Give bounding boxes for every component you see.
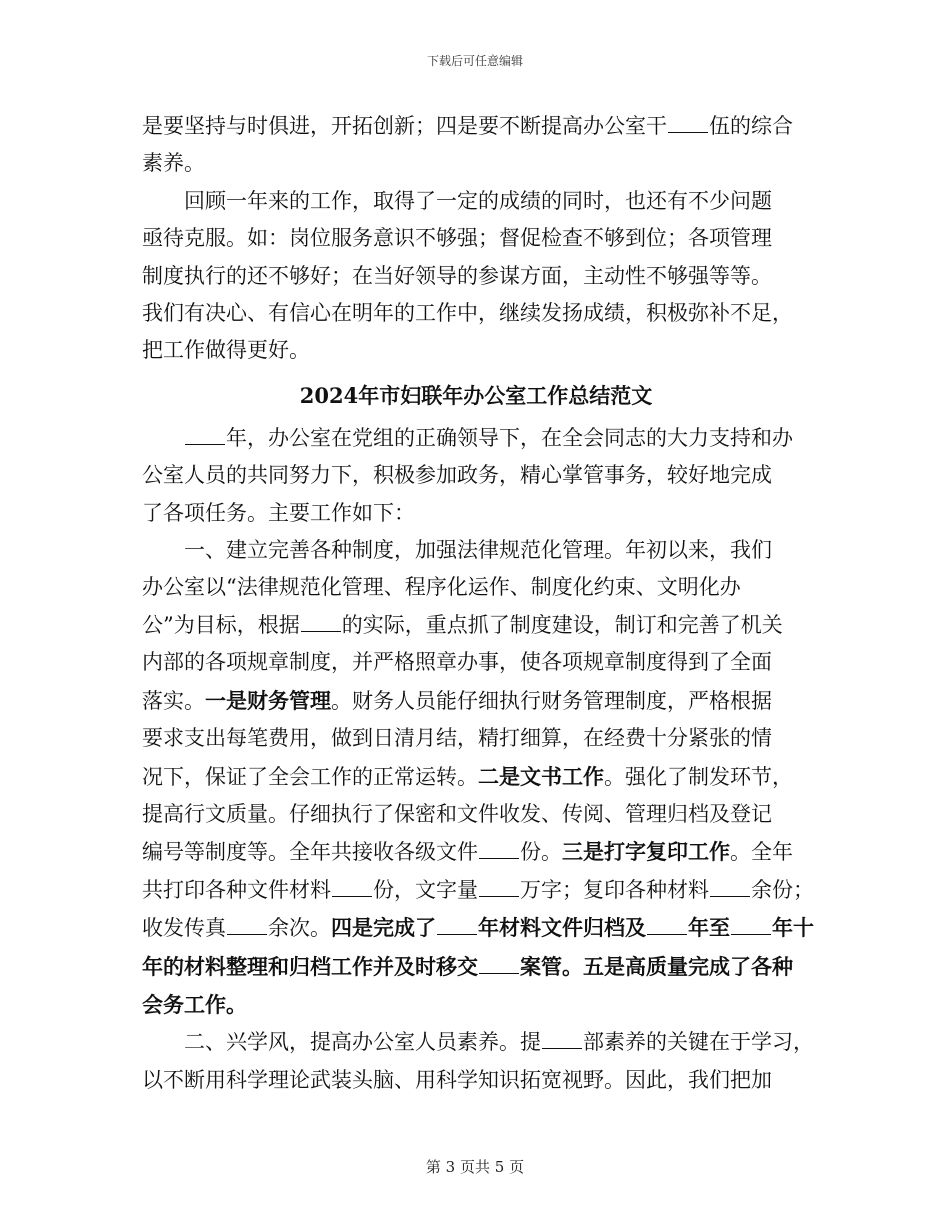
text-line: 内部的各项规章制度，并严格照章办事，使各项规章制度得到了全面 <box>142 650 772 675</box>
text-line: 况下，保证了全会工作的正常运转。二是文书工作。强化了制发环节， <box>142 763 793 789</box>
text-line: 编号等制度等。全年共接收各级文件 份。三是打字复印工作。全年 <box>142 839 793 865</box>
text-line: 共打印各种文件材料 份，文字量 万字；复印各种材料 余份； <box>142 877 814 902</box>
paragraph <box>142 420 810 532</box>
text-line: 要求支出每笔费用，做到日清月结，精打细算，在经费十分紧张的情 <box>142 726 772 751</box>
fill-in-blank <box>479 972 519 974</box>
text-line: 回顾一年来的工作，取得了一定的成绩的同时，也还有不少问题 <box>184 188 772 213</box>
page-footer: 第 3 页共 5 页 <box>425 1158 525 1176</box>
fill-in-blank <box>479 895 519 897</box>
bold-text: 案管。五是高质量完成了各种 <box>520 953 793 979</box>
text-line: 落实。一是财务管理。财务人员能仔细执行财务管理制度，严格根据 <box>142 687 772 713</box>
text-line: 是要坚持与时俱进，开拓创新；四是要不断提高办公室干 伍的综合 <box>142 114 793 138</box>
bold-text: 年材料文件归档及 <box>478 915 646 941</box>
paragraph <box>142 1024 814 1099</box>
text-line: 制度执行的还不够好；在当好领导的参谋方面，主动性不够强等等。 <box>142 263 772 288</box>
text-line <box>142 948 810 986</box>
bold-text: 二是文书工作 <box>478 763 604 789</box>
paragraph <box>142 532 814 1024</box>
text-line: 公室人员的共同努力下，积极参加政务，精心掌管事务，较好地完成 <box>142 463 772 488</box>
text-line: 以不断用科学理论武装头脑、用科学知识拓宽视野。因此，我们把加 <box>142 1067 772 1092</box>
fill-in-blank <box>710 895 750 897</box>
text-line: 了各项任务。主要工作如下： <box>142 500 415 525</box>
text-line: 收发传真 余次。四是完成了 年材料文件归档及 年至 年十 <box>142 915 814 941</box>
text-line: 提高行文质量。仔细执行了保密和文件收发、传阅、管理归档及登记 <box>142 801 772 826</box>
fill-in-blank <box>542 1047 582 1049</box>
document-title: 2024年市妇联年办公室工作总结范文 <box>299 382 653 408</box>
text-line: 二、兴学风，提高办公室人员素养。提 部素养的关键在于学习， <box>184 1030 814 1055</box>
text-line: 我们有决心、有信心在明年的工作中，继续发扬成绩，积极弥补不足， <box>142 301 793 326</box>
bold-text: 会务工作。 <box>142 991 247 1017</box>
text-line: 亟待克服。如：岗位服务意识不够强；督促检查不够到位；各项管理 <box>142 226 772 251</box>
fill-in-blank <box>647 933 687 935</box>
paragraph <box>142 183 810 370</box>
paragraph <box>142 108 810 183</box>
bold-text: 四是完成了 <box>331 915 436 941</box>
document-body <box>142 108 814 1099</box>
bold-text: 年十 <box>772 915 814 941</box>
text-line: 把工作做得更好。 <box>142 338 310 363</box>
text-line: 年，办公室在党组的正确领导下，在全会同志的大力支持和办 <box>142 420 810 457</box>
fill-in-blank <box>668 131 708 133</box>
fill-in-blank <box>301 630 341 632</box>
page-header: 下载后可任意编辑 <box>426 54 523 68</box>
fill-in-blank <box>479 857 519 859</box>
fill-in-blank <box>332 895 372 897</box>
text-line: 素养。 <box>142 151 205 176</box>
fill-in-blank <box>731 933 771 935</box>
bold-text: 一是财务管理 <box>205 687 331 713</box>
text-line: 一、建立完善各种制度，加强法律规范化管理。年初以来，我们 <box>184 538 772 563</box>
fill-in-blank <box>185 443 225 445</box>
text-line <box>142 986 810 1024</box>
text-line: 办公室以“法律规范化管理、程序化运作、制度化约束、文明化办 <box>142 575 741 600</box>
bold-text: 年的材料整理和归档工作并及时移交 <box>142 953 478 979</box>
text-line: 公”为目标，根据 的实际，重点抓了制度建设，制订和完善了机关 <box>142 612 783 637</box>
fill-in-blank <box>437 933 477 935</box>
fill-in-blank <box>227 933 267 935</box>
bold-text: 三是打字复印工作 <box>562 839 730 865</box>
bold-text: 年至 <box>688 915 730 941</box>
